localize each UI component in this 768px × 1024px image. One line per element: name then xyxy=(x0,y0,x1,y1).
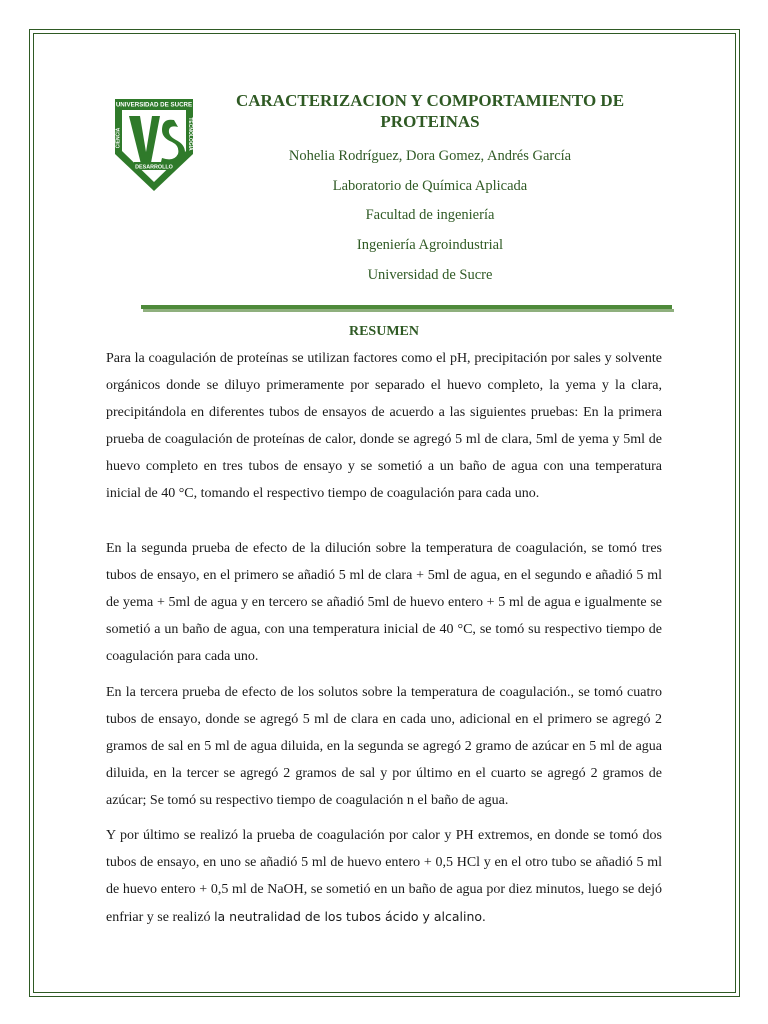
divider-shadow xyxy=(143,309,674,312)
divider xyxy=(141,305,672,309)
logo-right-text: TECNOLOGIA xyxy=(187,117,193,151)
logo-bottom-text: DESARROLLO xyxy=(135,164,173,171)
paragraph-4 xyxy=(106,822,662,931)
lab-name: Laboratorio de Química Aplicada xyxy=(332,178,528,194)
paragraph-3: En la tercera prueba de efecto de los solutos sobre la temperatura de coagulación., se tomó cuatro tubos de ensayo, donde se agregó 5 ml de clara en cada uno, adicional en el primero se agregó 2 gramos de sal en 5 ml de agua diluida, en la segunda se agregó 2 gramo de azúcar en 5 ml de agua diluida, en la tercer se agregó 2 gramos de sal y por último en el cuarto se agregó 2 gramos de azúcar; Se tomó su respectivo tiempo de coagulación n el baño de agua. xyxy=(106,685,662,808)
logo-left-text: CIENCIA xyxy=(115,127,122,149)
paragraph-1: Para la coagulación de proteínas se utilizan factores como el pH, precipitación por sales y solvente orgánicos donde se diluyo primeramente por separado el huevo completo, la yema y la clara, precipitándola en diferentes tubos de ensayos de acuerdo a las siguientes pruebas: En la primera prueba de coagulación de proteínas de calor, donde se agregó 5 ml de clara, 5ml de yema y 5ml de huevo completo en tres tubos de ensayo y se sometió a un baño de agua con una temperatura inicial de 40 °C, tomando el respectivo tiempo de coagulación para cada uno. xyxy=(106,351,662,501)
logo-top-text: UNIVERSIDAD DE SUCRE xyxy=(115,101,193,109)
program-name: Ingeniería Agroindustrial xyxy=(356,237,504,253)
page-title: CARACTERIZACION Y COMPORTAMIENTO DE PROTEINAS xyxy=(235,91,625,131)
paragraph-4-tail: la neutralidad de los tubos ácido y alcalino. xyxy=(214,909,486,924)
university-name: Universidad de Sucre xyxy=(367,267,493,283)
university-logo xyxy=(112,96,196,194)
paragraph-4-text: Y por último se realizó la prueba de coagulación por calor y PH extremos, en donde se tomó dos tubos de ensayo, en uno se añadió 5 ml de huevo entero + 0,5 HCl y en el otro tubo se añadió 5 ml de huevo entero + 0,5 ml de NaOH, se sometió en un baño de agua por diez minutos, luego se dejó enfriar y se realizó xyxy=(106,828,662,925)
faculty-name: Facultad de ingeniería xyxy=(365,207,495,223)
section-heading: RESUMEN xyxy=(348,324,419,339)
authors: Nohelia Rodríguez, Dora Gomez, Andrés García xyxy=(288,148,572,164)
paragraph-2: En la segunda prueba de efecto de la dilución sobre la temperatura de coagulación, se tomó tres tubos de ensayo, en el primero se añadió 5 ml de clara + 5ml de agua, en el segundo e añadió 5 ml de yema + 5ml de agua y en tercero se añadió 5ml de huevo entero + 5 ml de agua e igualmente se sometió a un baño de agua, con una temperatura inicial de 40 °C, se tomó su respectivo tiempo de coagulación para cada uno. xyxy=(106,541,662,664)
